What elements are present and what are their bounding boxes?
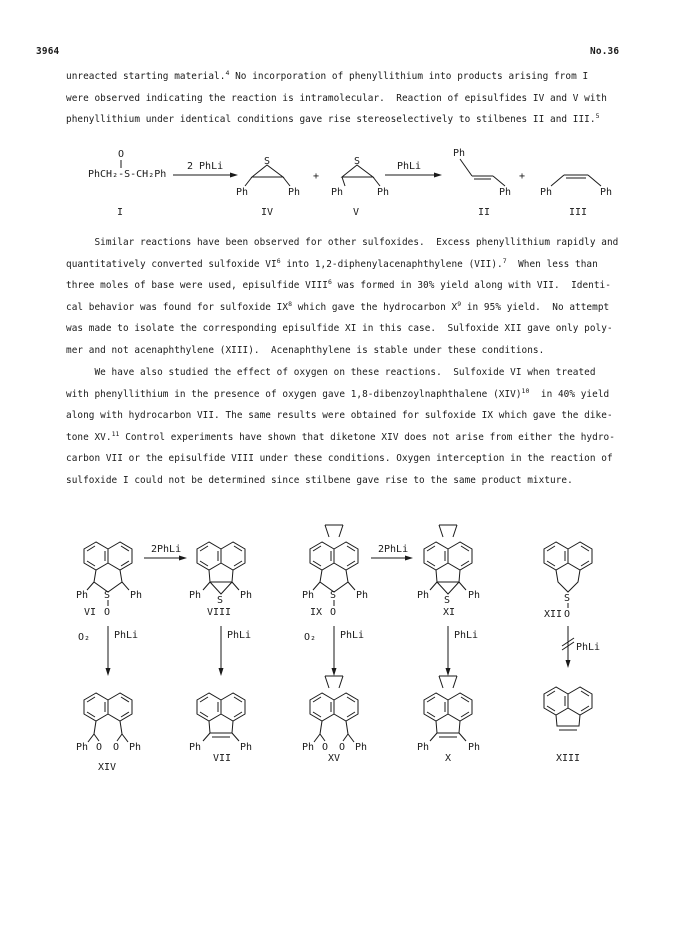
label-III: III xyxy=(569,207,588,218)
ph-group: Ph xyxy=(129,742,142,753)
reagent-phli: PhLi xyxy=(340,630,365,641)
label-VII: VII xyxy=(213,753,232,764)
text-run: carbon VII or the episulfide VIII under these conditions. Oxygen interception in the reaction of xyxy=(66,453,613,464)
ph-group: Ph xyxy=(377,187,390,198)
bond xyxy=(430,733,437,741)
text-run: sulfoxide I could not be determined since stilbene gave rise to the same product mixture. xyxy=(66,474,573,486)
text-line xyxy=(66,275,618,297)
text-run: quantitatively converted sulfoxide VI xyxy=(66,258,277,270)
reagent-phli: PhLi xyxy=(576,642,601,653)
text-run: Control experiments have shown that diketone XIV does not arise from either the hydro- xyxy=(119,431,615,443)
bond xyxy=(320,721,322,734)
text-run: tone XV. xyxy=(66,431,112,443)
scheme-1-sulfoxide-reaction xyxy=(0,148,680,238)
ph-group: Ph xyxy=(189,590,202,601)
arrowhead xyxy=(219,668,224,676)
reagent-phli: PhLi xyxy=(227,630,252,641)
text-run: When less than xyxy=(506,258,598,270)
text-line xyxy=(66,362,618,384)
text-run: unreacted starting material. xyxy=(66,71,226,82)
text-line xyxy=(66,427,618,449)
ethylene-bridge xyxy=(439,676,457,688)
ethylene-bridge xyxy=(439,525,457,537)
bond xyxy=(314,734,320,742)
label-XV: XV xyxy=(328,753,341,764)
label-IV: IV xyxy=(261,207,274,218)
ph-group: Ph xyxy=(76,590,89,601)
formula-sulfoxide-I: PhCH₂-S-CH₂Ph xyxy=(88,169,167,180)
footnote-ref: 10 xyxy=(521,386,530,395)
carbonyl-oxygen: O xyxy=(322,742,329,753)
paragraph-episulfides xyxy=(66,66,618,131)
bond xyxy=(346,721,348,734)
sulfur: S xyxy=(564,593,571,604)
arrowhead xyxy=(230,173,238,178)
naphthalene-XI xyxy=(424,542,472,570)
bond xyxy=(313,582,320,590)
ph-group: Ph xyxy=(240,590,253,601)
bond xyxy=(88,734,94,742)
bond xyxy=(203,733,210,741)
oxygen: O xyxy=(104,607,111,618)
arrowhead xyxy=(106,668,111,676)
text-line xyxy=(66,405,618,427)
carbonyl xyxy=(343,734,348,741)
bond xyxy=(460,159,472,176)
bond xyxy=(373,177,380,186)
carbonyl-oxygen: O xyxy=(339,742,346,753)
arrowhead xyxy=(405,556,413,561)
ph-group: Ph xyxy=(302,742,315,753)
sulfur: S xyxy=(330,590,337,601)
text-run: mer and not acenaphthylene (XIII). Acenaphthylene is stable under these conditions. xyxy=(66,344,545,356)
ph-group: Ph xyxy=(189,742,202,753)
bond xyxy=(203,582,210,590)
footnote-ref: 9 xyxy=(457,299,462,308)
five-ring xyxy=(209,721,233,733)
footnote-ref: 7 xyxy=(502,256,507,265)
plus-sign: + xyxy=(313,171,320,182)
carbonyl xyxy=(320,734,325,741)
text-line xyxy=(66,109,618,131)
text-run: which gave the hydrocarbon X xyxy=(292,301,458,313)
bond xyxy=(122,582,129,590)
text-run: We have also studied the effect of oxygen on these reactions. Sulfoxide VI when treated xyxy=(66,367,596,378)
text-line xyxy=(66,340,618,362)
text-line xyxy=(66,318,618,340)
bond xyxy=(232,733,239,741)
text-run: cal behavior was found for sulfoxide IX xyxy=(66,301,289,313)
text-line xyxy=(66,232,618,254)
footnote-ref: 8 xyxy=(288,299,293,308)
label-X: X xyxy=(445,753,452,764)
reagent-phli: PhLi xyxy=(397,161,422,172)
oxygen: O xyxy=(330,607,337,618)
label-IX: IX xyxy=(310,607,323,618)
text-run: No incorporation of phenyllithium into products arising from I xyxy=(229,71,589,82)
text-run: into 1,2-diphenylacenaphthylene (VII). xyxy=(280,258,503,270)
bond xyxy=(122,734,128,742)
text-line xyxy=(66,384,618,406)
scheme-2-acenaphthylene-reactions xyxy=(0,510,680,810)
ph-group: Ph xyxy=(600,187,613,198)
five-ring xyxy=(209,570,233,582)
paragraph-oxygen-effect xyxy=(66,362,618,491)
ph-group: Ph xyxy=(540,187,553,198)
arrowhead xyxy=(179,556,187,561)
naphthalene-XV xyxy=(310,693,358,721)
text-run: along with hydrocarbon VII. The same results were obtained for sulfoxide IX which gave the dike- xyxy=(66,410,613,421)
oxygen: O xyxy=(564,609,571,620)
ph-group: Ph xyxy=(76,742,89,753)
carbonyl-oxygen: O xyxy=(96,742,103,753)
ph-group: Ph xyxy=(499,187,512,198)
reagent-o2: O₂ xyxy=(78,632,91,643)
carbonyl-oxygen: O xyxy=(113,742,120,753)
ph-group: Ph xyxy=(468,590,481,601)
carbonyl xyxy=(117,734,122,741)
reagent-2phli: 2PhLi xyxy=(151,544,182,555)
label-II: II xyxy=(478,207,491,218)
sulfur: S xyxy=(104,590,111,601)
naphthalene-VII xyxy=(197,693,245,721)
footnote-ref: 6 xyxy=(276,256,281,265)
footnote-ref: 4 xyxy=(225,69,230,77)
footnote-ref: 5 xyxy=(595,112,600,120)
naphthalene-IX xyxy=(310,542,358,570)
bond xyxy=(493,176,505,186)
reagent-phli: PhLi xyxy=(114,630,139,641)
text-line xyxy=(66,448,618,470)
footnote-ref: 11 xyxy=(111,429,120,438)
bond xyxy=(430,582,437,590)
ph-group: Ph xyxy=(130,590,143,601)
ph-group: Ph xyxy=(453,148,466,159)
reagent-o2: O₂ xyxy=(304,632,317,643)
bond xyxy=(245,177,252,186)
bond xyxy=(348,582,355,590)
text-run: phenyllithium under identical conditions gave rise stereoselectively to stilbenes II and III. xyxy=(66,114,596,125)
sulfoxide-oxygen: O xyxy=(118,149,125,160)
thiopyran-ring xyxy=(556,570,580,592)
label-VI: VI xyxy=(84,607,97,618)
text-run: was made to isolate the corresponding episulfide XI in this case. Sulfoxide XII gave only poly- xyxy=(66,323,613,334)
paragraph-similar-reactions xyxy=(66,232,618,361)
naphthalene-XIV xyxy=(84,693,132,721)
text-line xyxy=(66,254,618,276)
naphthalene-XII xyxy=(544,542,592,570)
thiirane-ring xyxy=(210,582,232,594)
bond xyxy=(120,721,122,734)
bond xyxy=(283,177,290,186)
text-run: with phenyllithium in the presence of oxygen gave 1,8-dibenzoylnaphthalene (XIV) xyxy=(66,388,522,400)
ethylene-bridge xyxy=(325,676,343,688)
ethylene-bridge xyxy=(325,525,343,537)
arrowhead xyxy=(566,660,571,668)
carbonyl xyxy=(94,734,99,741)
thiopyran-ring xyxy=(94,570,122,592)
page-number: 3964 xyxy=(36,46,60,57)
bond xyxy=(588,175,601,186)
naphthalene-X xyxy=(424,693,472,721)
ph-group: Ph xyxy=(240,742,253,753)
bond xyxy=(348,734,354,742)
bond xyxy=(232,582,239,590)
label-XIV: XIV xyxy=(98,762,117,773)
bond xyxy=(94,721,96,734)
ph-group: Ph xyxy=(331,187,344,198)
reagent-phli: PhLi xyxy=(454,630,479,641)
five-ring xyxy=(436,721,460,733)
sulfur: S xyxy=(444,595,451,606)
ph-group: Ph xyxy=(417,590,430,601)
bond xyxy=(342,177,345,186)
naphthalene-XIII xyxy=(544,687,592,715)
label-XII: XII xyxy=(544,609,563,620)
thiopyran-ring xyxy=(320,570,348,592)
naphthalene-VI xyxy=(84,542,132,570)
thiirane-ring xyxy=(437,582,459,594)
five-ring xyxy=(436,570,460,582)
text-run: in 40% yield xyxy=(529,388,610,400)
ph-group: Ph xyxy=(236,187,249,198)
reagent-2phli: 2PhLi xyxy=(378,544,409,555)
ph-group: Ph xyxy=(356,590,369,601)
ph-group: Ph xyxy=(468,742,481,753)
bond xyxy=(459,733,466,741)
footnote-ref: 6 xyxy=(327,278,332,286)
label-XI: XI xyxy=(443,607,456,618)
label-VIII: VIII xyxy=(207,607,232,618)
arrowhead xyxy=(434,173,442,178)
arrowhead xyxy=(446,668,451,676)
journal-issue: No.36 xyxy=(590,46,620,57)
text-line xyxy=(66,470,618,492)
ph-group: Ph xyxy=(417,742,430,753)
episulfide-V-sulfur: S xyxy=(354,156,361,167)
label-I: I xyxy=(117,207,124,218)
reagent-2-phli: 2 PhLi xyxy=(187,161,224,172)
label-XIII: XIII xyxy=(556,753,581,764)
text-line xyxy=(66,297,618,319)
five-ring xyxy=(556,715,580,726)
text-line xyxy=(66,88,618,110)
text-run: Similar reactions have been observed for other sulfoxides. Excess phenyllithium rapidly and xyxy=(66,237,619,248)
text-run: were observed indicating the reaction is intramolecular. Reaction of episulfides IV and V with xyxy=(66,92,607,104)
ph-group: Ph xyxy=(302,590,315,601)
text-run: was formed in 30% yield along with VII. Identi- xyxy=(331,280,611,291)
arrowhead xyxy=(332,668,337,676)
naphthalene-VIII xyxy=(197,542,245,570)
bond xyxy=(87,582,94,590)
text-line xyxy=(66,66,618,88)
plus-sign: + xyxy=(519,171,526,182)
sulfur: S xyxy=(217,595,224,606)
ph-group: Ph xyxy=(288,187,301,198)
text-run: in 95% yield. No attempt xyxy=(461,301,610,313)
label-V: V xyxy=(353,207,360,218)
bond xyxy=(551,175,564,186)
bond xyxy=(459,582,466,590)
ph-group: Ph xyxy=(355,742,368,753)
episulfide-IV-sulfur: S xyxy=(264,156,271,167)
text-run: three moles of base were used, episulfide VIII xyxy=(66,280,328,291)
